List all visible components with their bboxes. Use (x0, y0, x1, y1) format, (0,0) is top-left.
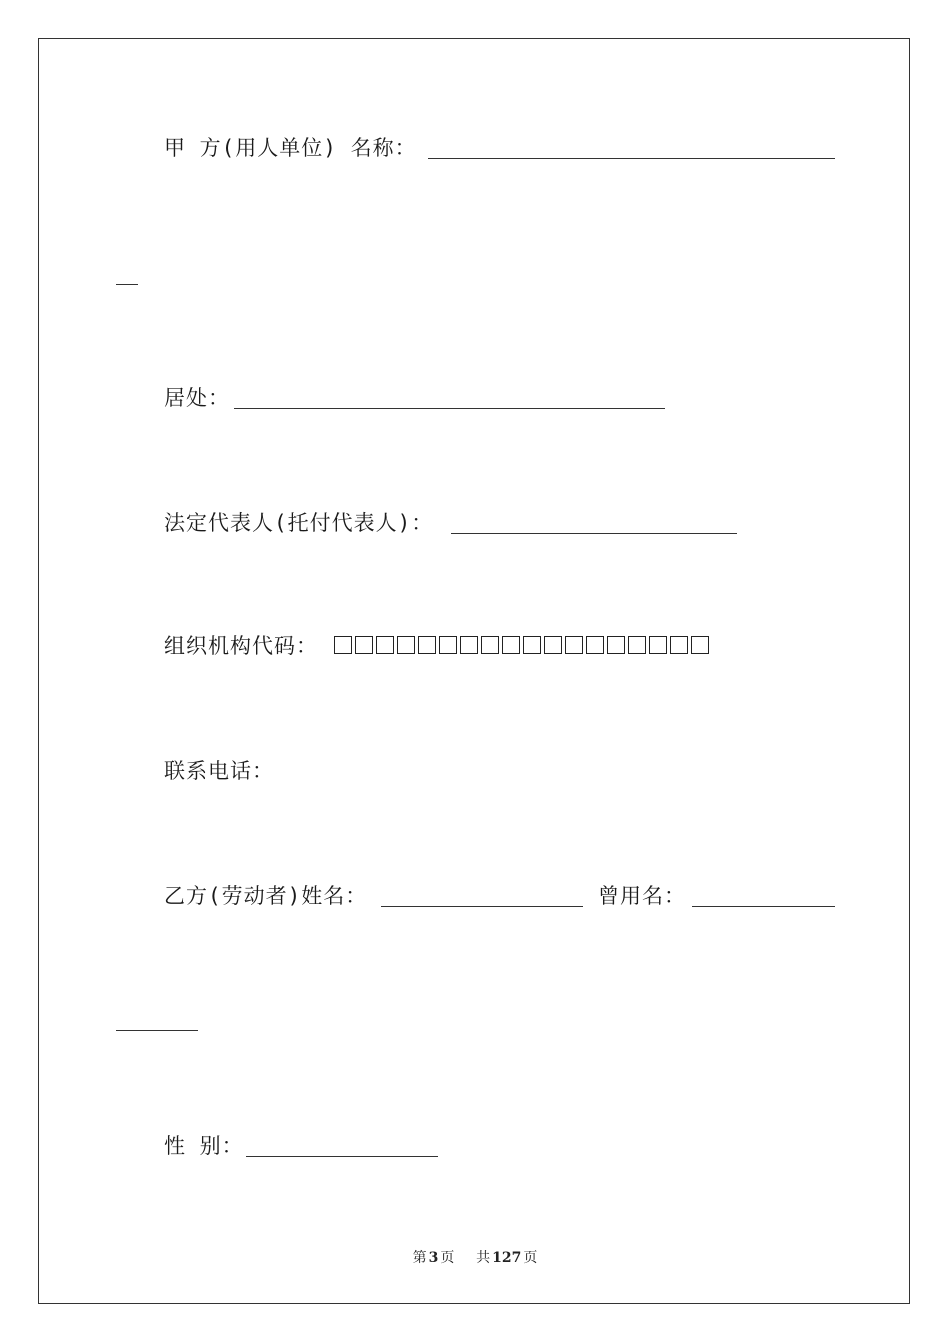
phone-label: 联系电话： (164, 759, 274, 783)
org-code-box[interactable] (460, 636, 478, 654)
party-a-name-field[interactable] (428, 158, 835, 159)
legal-representative-label: 法定代表人(托付代表人)： (164, 511, 434, 535)
org-code-box[interactable] (628, 636, 646, 654)
total-suffix: 页 (523, 1250, 538, 1266)
org-code-box[interactable] (586, 636, 604, 654)
gender-field[interactable] (246, 1156, 438, 1157)
org-code-box[interactable] (418, 636, 436, 654)
page-prefix: 第 (412, 1250, 427, 1266)
org-code-box[interactable] (544, 636, 562, 654)
org-code-box[interactable] (649, 636, 667, 654)
former-name-label: 曾用名： (598, 884, 686, 908)
org-code-box[interactable] (523, 636, 541, 654)
page-footer (0, 1247, 950, 1267)
party-b-name-label: 乙方(劳动者)姓名： (164, 884, 368, 908)
org-code-boxes[interactable] (334, 636, 710, 654)
address-label: 居处： (164, 386, 230, 410)
org-code-box[interactable] (439, 636, 457, 654)
former-name-field[interactable] (692, 906, 835, 907)
org-code-box[interactable] (376, 636, 394, 654)
org-code-box[interactable] (355, 636, 373, 654)
former-name-field-continuation[interactable] (116, 1030, 198, 1031)
page-border (38, 38, 910, 1304)
org-code-box[interactable] (691, 636, 709, 654)
org-code-box[interactable] (565, 636, 583, 654)
legal-representative-field[interactable] (451, 533, 737, 534)
org-code-label: 组织机构代码： (164, 634, 318, 658)
party-a-name-field-continuation[interactable] (116, 284, 138, 285)
org-code-box[interactable] (607, 636, 625, 654)
party-a-name-label: 甲 方(用人单位) 名称： (164, 136, 417, 160)
party-b-name-field[interactable] (381, 906, 583, 907)
total-prefix: 共 (476, 1250, 491, 1266)
org-code-box[interactable] (502, 636, 520, 654)
org-code-box[interactable] (334, 636, 352, 654)
gender-label: 性 别： (164, 1134, 244, 1158)
page-number: 3 (428, 1250, 439, 1266)
total-pages: 127 (492, 1250, 522, 1266)
org-code-box[interactable] (397, 636, 415, 654)
org-code-box[interactable] (670, 636, 688, 654)
org-code-box[interactable] (481, 636, 499, 654)
address-field[interactable] (234, 408, 665, 409)
page-suffix: 页 (440, 1250, 455, 1266)
